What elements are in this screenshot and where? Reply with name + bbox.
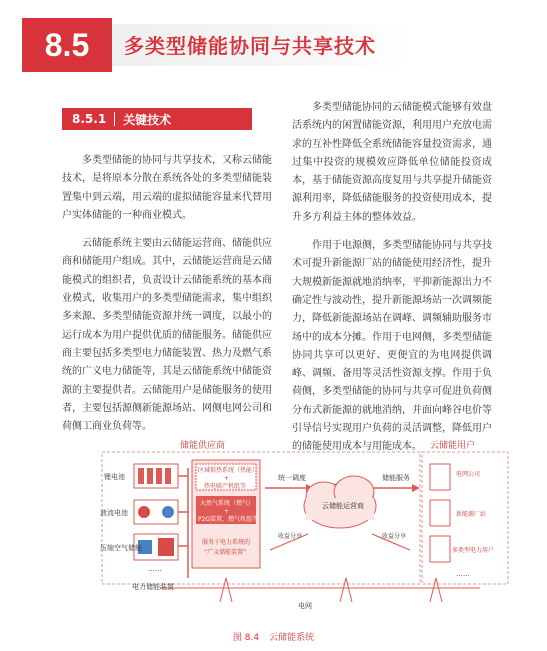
label-compressed-air: 压缩空气储能 bbox=[100, 544, 142, 552]
left-dots: …… bbox=[148, 565, 162, 573]
user-power-users: 多类型电力用户 bbox=[452, 547, 495, 554]
revenue-left-label: 收益分享 bbox=[278, 533, 303, 540]
subsection-heading bbox=[62, 108, 252, 130]
section-number: 8.5 bbox=[22, 18, 112, 72]
left-paragraph-1: 多类型储能的协同与共享技术，又称云储能技术，是将原本分散在系统各处的多类型储能装置集中到云端，用云端的虚拟储能容量来代替用户实体储能的一种商业模式。 bbox=[62, 155, 272, 221]
grid-company-icon bbox=[430, 464, 450, 490]
generalized-line-1: 服务于电力系统的 bbox=[202, 539, 251, 546]
subsection-title: 关键技术 bbox=[123, 112, 172, 127]
label-lithium: 锂电池 bbox=[104, 473, 125, 481]
revenue-right-label: 收益分享 bbox=[382, 533, 407, 540]
subsection-number: 8.5.1 bbox=[72, 112, 107, 126]
section-title: 多类型储能协同与共享技术 bbox=[124, 34, 376, 58]
figure-diagram bbox=[100, 438, 510, 610]
left-paragraph-2: 云储能系统主要由云储能运营商、储能供应商和储能用户组成。其中，云储能运营商是云储能模式的组织者，负责设计云储能系统的基本商业模式，收集用户的多类型储能需求，集中组织多来源、多类型储能资源并统一调度，以最小的运行成本为用户提供优质的储能服务。储能供应商主要包括多类型电力储能装置、热力及燃气系统的广义电力储能等，其是云储能系统中储能资源的主要提供者。云储能用户是储能服务的使用者，主要包括源侧新能源场站、网侧电网公司和荷侧工商业负荷等。 bbox=[62, 238, 272, 433]
heat-box-plus: + bbox=[224, 475, 230, 482]
caption-number: 图 8.4 bbox=[232, 633, 260, 643]
renewable-station-icon bbox=[430, 500, 450, 526]
gas-box-title: 天然气系统（燃气） bbox=[200, 500, 255, 507]
right-dots: …… bbox=[456, 570, 470, 578]
figure-caption bbox=[0, 630, 547, 643]
right-column bbox=[292, 99, 492, 467]
section-header bbox=[0, 0, 547, 88]
gas-box-sub: P2G装置、燃气机组等 bbox=[198, 516, 259, 523]
user-title: 云储能用户 bbox=[430, 441, 476, 451]
supply-lines bbox=[178, 468, 188, 578]
subsection-divider bbox=[114, 112, 115, 126]
right-paragraph-2: 作用于电源侧，多类型储能协同与共享技术可提升新能源厂站的储能使用经济性，提升大规模新能源就地消纳率，平抑新能源出力不确定性与波动性，提升新能源场站一次调频能力，降低新能源场站在调峰、调频辅助服务市场中的成本分摊。作用于电网侧，多类型储能协同共享可以更好、更便宜的为电网提供调峰、调频、备用等灵活性资源支撑。作用于负荷侧，多类型储能的协同与共享可促进负荷侧分布式新能源的就地消纳，并面向峰谷电价等引导信号实现用户负荷的灵活调整，降低用户的储能使用成本与用能成本。 bbox=[292, 240, 492, 453]
left-column bbox=[62, 152, 272, 446]
grid-label: 电网 bbox=[298, 602, 312, 610]
user-grid-company: 电网公司 bbox=[456, 471, 481, 478]
cloud-storage-figure bbox=[100, 438, 510, 610]
caption-title: 云储能系统 bbox=[269, 633, 315, 643]
label-flow: 液流电池 bbox=[100, 509, 128, 517]
gas-box-plus: + bbox=[224, 508, 230, 515]
power-user-icon bbox=[430, 536, 450, 562]
heat-box-title: 区域供热系统（热能） bbox=[198, 467, 259, 474]
service-label: 储能服务 bbox=[382, 474, 410, 482]
supplier-title: 储能供应商 bbox=[180, 441, 226, 451]
cloud-label: 云储能运营商 bbox=[322, 502, 364, 510]
right-paragraph-1: 多类型储能协同的云储能模式能够有效盘活系统内的闲置储能资源，利用用户充放电需求的互补性降低全系统储能容量投资需求，通过集中投资的规模效应降低单位储能投资成本，基于储能资源高度复用与共享提升储能资源利用率，降低储能服务的投资使用成本，提升多方利益主体的整体效益。 bbox=[292, 102, 492, 223]
heat-box-sub: 热电联产机组等 bbox=[204, 483, 247, 490]
user-renewable-station: 新能源厂站 bbox=[456, 511, 487, 518]
grid-tower-icon bbox=[220, 578, 442, 602]
dispatch-label: 统一调度 bbox=[278, 474, 306, 482]
device-label: 电力储能装置 bbox=[132, 583, 174, 591]
generalized-line-2: “广义储能装置” bbox=[204, 549, 247, 556]
